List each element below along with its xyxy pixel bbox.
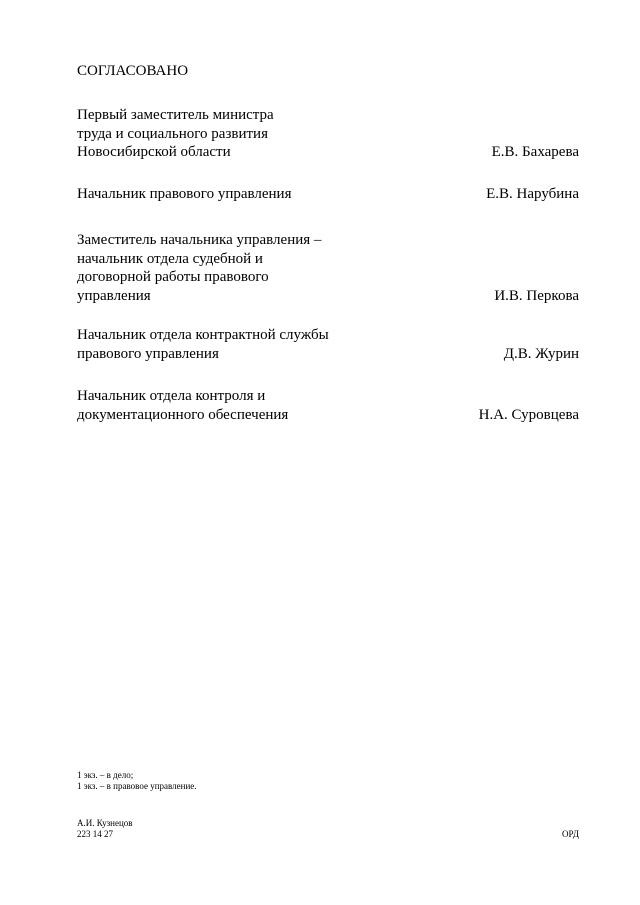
position-line: Начальник правового управления	[77, 186, 292, 202]
signatory-position	[77, 106, 367, 162]
distribution-list	[77, 770, 197, 792]
signatory-block	[77, 231, 579, 305]
position-line: договорной работы правового	[77, 269, 269, 285]
signatory-name: Н.А. Суровцева	[478, 406, 579, 423]
position-line: начальник отдела судебной и	[77, 250, 263, 267]
position-line: документационного обеспечения	[77, 406, 289, 423]
signatory-name: Е.В. Нарубина	[486, 186, 579, 202]
distribution-item: 1 экз. – в правовое управление.	[77, 781, 197, 791]
position-line: правового управления	[77, 345, 219, 362]
signatory-block	[77, 106, 579, 162]
position-line: Начальник отдела контроля и	[77, 388, 266, 404]
signatory-position	[77, 387, 367, 424]
position-line: Заместитель начальника управления –	[77, 232, 322, 248]
signatory-name: Е.В. Бахарева	[491, 144, 579, 160]
executor-name: А.И. Кузнецов	[77, 818, 133, 828]
signatory-block	[77, 387, 579, 424]
executor-info	[77, 818, 133, 840]
position-line: управления	[77, 287, 151, 304]
position-line: Новосибирской области	[77, 144, 231, 160]
position-line: труда и социального развития	[77, 125, 268, 142]
signatory-block	[77, 185, 579, 204]
signatory-position	[77, 326, 367, 363]
approval-heading: СОГЛАСОВАНО	[77, 63, 189, 79]
signatory-position	[77, 231, 367, 305]
signatory-position	[77, 185, 367, 204]
signatory-name: Д.В. Журин	[503, 345, 579, 362]
distribution-item: 1 экз. – в дело;	[77, 770, 134, 780]
department-code: ОРД	[562, 829, 579, 839]
position-line: Начальник отдела контрактной службы	[77, 327, 329, 343]
signatory-name: И.В. Перкова	[494, 287, 579, 304]
executor-phone: 223 14 27	[77, 829, 113, 839]
position-line: Первый заместитель министра	[77, 107, 274, 123]
signatory-block	[77, 326, 579, 363]
